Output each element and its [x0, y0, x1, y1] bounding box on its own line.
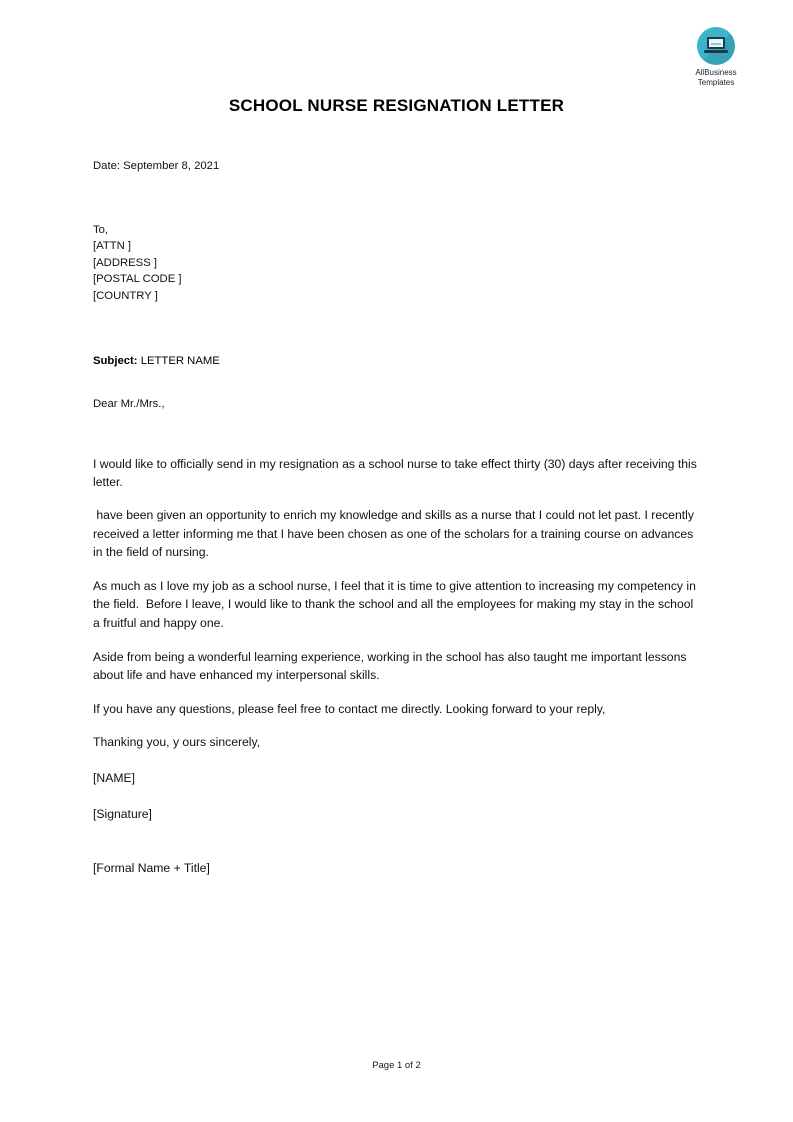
recipient-address-block [93, 222, 703, 305]
subject-label: Subject: [93, 354, 138, 367]
allbusiness-templates-logo[interactable] [676, 27, 756, 87]
logo-brand-line2: Templates [697, 77, 735, 87]
subject-value: LETTER NAME [140, 354, 220, 367]
logo-brand-line1: AllBusiness [695, 68, 737, 77]
recipient-country: [COUNTRY ] [93, 289, 158, 302]
signature-formal-name-title: [Formal Name + Title] [93, 861, 210, 876]
body-paragraph-1: I would like to officially send in my resignation as a school nurse to take effect thirty (30) days after receiving this letter. [93, 456, 701, 490]
body-paragraph-4: Aside from being a wonderful learning experience, working in the school has also taught me important lessons about life and have enhanced my interpersonal skills. [93, 649, 690, 683]
subject-line [93, 353, 703, 370]
date-line: Date: September 8, 2021 [93, 160, 220, 172]
recipient-postal-code: [POSTAL CODE ] [93, 273, 182, 286]
body-paragraph-3: As much as I love my job as a school nurse, I feel that it is time to give attention to increasing my competency in the field. Before I leave, I would like to thank the school and all the employees for making my stay in the school a fruitful and happy one. [93, 578, 700, 630]
letter-body [93, 158, 703, 878]
laptop-icon [697, 27, 735, 65]
page-title: SCHOOL NURSE RESIGNATION LETTER [228, 96, 565, 115]
recipient-attn: [ATTN ] [93, 240, 132, 253]
laptop-base [704, 50, 728, 53]
body-paragraph-2: have been given an opportunity to enrich my knowledge and skills as a nurse that I could not let past. I recently received a letter informing me that I have been chosen as one of the scholars for a training course on advances in the field of nursing. [93, 507, 698, 560]
laptop-glyph [704, 37, 728, 55]
page-footer: Page 1 of 2 [372, 1060, 421, 1071]
body-paragraph-5: If you have any questions, please feel free to contact me directly. Looking forward to your reply, [93, 701, 606, 716]
salutation: Dear Mr./Mrs., [93, 398, 165, 411]
laptop-screen-line [711, 43, 721, 45]
recipient-address: [ADDRESS ] [93, 256, 158, 269]
logo-brand-text [676, 68, 756, 87]
body-paragraph-6: Thanking you, y ours sincerely, [93, 735, 261, 750]
recipient-to: To, [93, 223, 109, 236]
signature-name-placeholder: [NAME] [93, 770, 135, 785]
signature-placeholder: [Signature] [93, 807, 152, 822]
